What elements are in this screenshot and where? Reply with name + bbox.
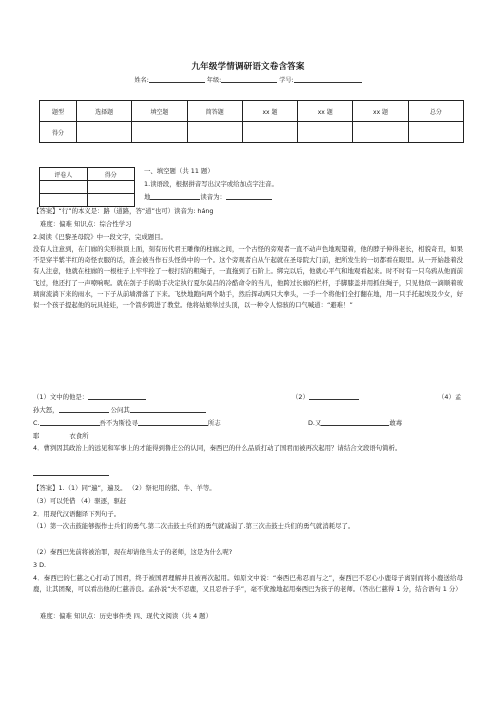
answer-text: 3 D. bbox=[33, 561, 47, 569]
answer-text: 【答案】1.（1）同“遍”，遍及。 （2）祭祀用的猪、牛、羊等。 bbox=[33, 484, 216, 492]
score-cell[interactable] bbox=[353, 122, 408, 143]
answer-blank[interactable] bbox=[226, 192, 272, 200]
score-cell[interactable] bbox=[77, 122, 132, 143]
question-text: 吾不为斯役寻 bbox=[99, 419, 138, 427]
question-blank-line bbox=[33, 392, 146, 403]
score-cell[interactable] bbox=[132, 122, 187, 143]
student-info-line bbox=[0, 75, 496, 84]
grade-label: 年级: bbox=[206, 77, 222, 84]
question-blank-line bbox=[292, 392, 359, 403]
score-cell[interactable] bbox=[298, 122, 353, 143]
grade-blank[interactable] bbox=[221, 75, 277, 83]
question-text: D.又 bbox=[308, 419, 322, 427]
question-text: 2.阅读《巴黎圣母院》中一段文字，完成题目。 bbox=[33, 233, 167, 241]
answer-text: （1）第一次击鼓能够振作士兵们的勇气.第二次击鼓士兵们的勇气就减弱了.第三次击鼓士兵们的勇气就消耗尽了。 bbox=[33, 522, 355, 530]
question-text: 1.读语段，根据拼音写出汉字或给加点字注音。 bbox=[144, 180, 278, 188]
score-header-cell: 简答题 bbox=[187, 101, 242, 122]
score-table bbox=[39, 100, 464, 143]
question-text: （1）文中的他是： bbox=[33, 393, 89, 401]
answer-blank[interactable] bbox=[309, 392, 359, 400]
question-blank-line bbox=[308, 418, 402, 429]
grader-header-cell: 得分 bbox=[87, 168, 135, 181]
question-text: 敢毒 bbox=[389, 419, 403, 427]
question-text: 读音为： bbox=[200, 193, 226, 201]
name-label: 姓名: bbox=[134, 77, 149, 84]
question-text: （4）孟 bbox=[438, 393, 462, 401]
answer-text: （2）秦西巴先前将被治罪，现在却请他当太子的老师，这是为什么呢? bbox=[33, 548, 233, 556]
score-header-cell: 题型 bbox=[40, 101, 77, 122]
answer-blank[interactable] bbox=[321, 418, 389, 426]
score-cell[interactable] bbox=[187, 122, 242, 143]
grader-table-row bbox=[40, 194, 135, 207]
grader-header-cell: 评卷人 bbox=[40, 168, 88, 181]
grader-table-header-row bbox=[40, 168, 135, 181]
answer-text: （3）可以凭借 （4）驱逐，驱赶 bbox=[33, 497, 127, 505]
grader-cell[interactable] bbox=[87, 181, 135, 194]
question-text: 衣食所 bbox=[69, 432, 89, 440]
score-row-label: 得分 bbox=[40, 122, 77, 143]
question-text: 地 bbox=[144, 193, 151, 201]
question-text: 耶 bbox=[33, 432, 40, 440]
score-header-cell: 选择题 bbox=[77, 101, 132, 122]
answer-blank[interactable] bbox=[40, 418, 100, 426]
section-heading: 一、填空题（共 11 题） bbox=[144, 167, 214, 175]
question-text: 孙大怒， bbox=[33, 406, 59, 414]
question-text: 所志 bbox=[207, 419, 221, 427]
score-header-cell: 填空题 bbox=[132, 101, 187, 122]
grader-table-row bbox=[40, 181, 135, 194]
score-cell[interactable] bbox=[242, 122, 297, 143]
question-text: C. bbox=[33, 419, 40, 427]
score-header-cell: xx 题 bbox=[242, 101, 297, 122]
id-label: 学号: bbox=[279, 77, 294, 84]
question-meta: 难度：偏难 知识点：综合性学习 bbox=[40, 220, 132, 228]
score-cell[interactable] bbox=[408, 122, 463, 143]
grader-cell[interactable] bbox=[87, 194, 135, 207]
id-blank[interactable] bbox=[294, 75, 362, 83]
answer-blank[interactable] bbox=[88, 392, 146, 400]
question-text: 公问其 bbox=[110, 406, 130, 414]
answer-text: 4．秦西巴的仁慈之心打动了国君，终于被国君理解并且被再次起用。如原文中说：“秦西巴弗忍而与之”，秦西巴不忍心小鹿母子离别而将小鹿送给母鹿，让其团聚，可以看出他的仁慈善良。孟孙说“夫不忍鹿，又且忍吾子乎”，毫不犹豫地起用秦西巴为孩子的老师。（答出仁慈得 1 分，结合语句 1 分） bbox=[33, 574, 463, 594]
reading-passage: 没有人注意到，在门廊的尖形拱顶上面，刻有历代君王雕像的柱廊之间，一个古怪的旁观者一直不动声色地观望着，他的脖子伸得老长，相貌奇丑，如果不是穿半紫半红的奇怪衣服的话，准会被当作石头怪兽中的一个。这个旁观者自从午起就在圣母院大门前，把所发生的一切都看在眼里。从一开始趁着没有人注意，他就在柱廊的一根柱子上牢牢拴了一根打结的粗绳子，一直拖到了石阶上。绑完以后，他就心平气和地观看起来。时不时有一只乌鸦从他面前飞过，他还打了一声嘹响呢。就在刽子手的助手决定执行夏尔莫吕的冷酷命令的当儿，他跨过长廊的栏杆，手脚膝盖并用抓住绳子，只见他似一滴顺着玻璃窗流淌下来的雨水，一下子从前墙滑落了下来。飞快地跑向两个助手，然后挥动两只大拳头，一手一个将他们全打翻在地，用一只手托起埃及少女，好似一个孩子提起他的玩具娃娃，一个箭步跨进了教堂。他将姑娘举过头顶，以一种令人惊骇的口气喊道：“避难！” bbox=[33, 245, 463, 310]
answer-blank[interactable] bbox=[59, 405, 109, 413]
grader-cell[interactable] bbox=[40, 181, 88, 194]
grader-cell[interactable] bbox=[40, 194, 88, 207]
question-blank-line bbox=[144, 192, 272, 203]
question-meta: 难度：偏难 知识点：历史事件类 四、现代文阅读（共 4 题） bbox=[40, 612, 212, 620]
question-text: 4．曹刿因其政治上的远见和军事上的才能得到鲁庄公的认同，秦西巴的什么品质打动了国君而被再次起用？请结合文段语句简析。 bbox=[33, 444, 402, 452]
answer-blank[interactable] bbox=[130, 405, 206, 413]
answer-blank[interactable] bbox=[138, 418, 208, 426]
answer-line[interactable] bbox=[33, 475, 109, 476]
question-blank-line bbox=[33, 405, 206, 416]
score-table-score-row bbox=[40, 122, 464, 143]
score-table-header-row bbox=[40, 101, 464, 122]
question-blank-line bbox=[33, 431, 89, 442]
page-title: 九年级学情调研语文卷含答案 bbox=[191, 62, 305, 72]
grader-table bbox=[39, 167, 135, 207]
answer-text: 【答案】“行”的本义是：路（道路，答“道”也可）读音为: háng bbox=[33, 207, 214, 215]
score-header-cell: xx 题 bbox=[298, 101, 353, 122]
answer-blank[interactable] bbox=[150, 192, 200, 200]
score-header-cell: 总分 bbox=[408, 101, 463, 122]
answer-text: 2．用现代汉语翻译下列句子。 bbox=[33, 510, 121, 518]
name-blank[interactable] bbox=[149, 75, 205, 83]
score-header-cell: xx 题 bbox=[353, 101, 408, 122]
question-text: （2） bbox=[292, 393, 309, 401]
question-blank-line bbox=[33, 418, 221, 429]
